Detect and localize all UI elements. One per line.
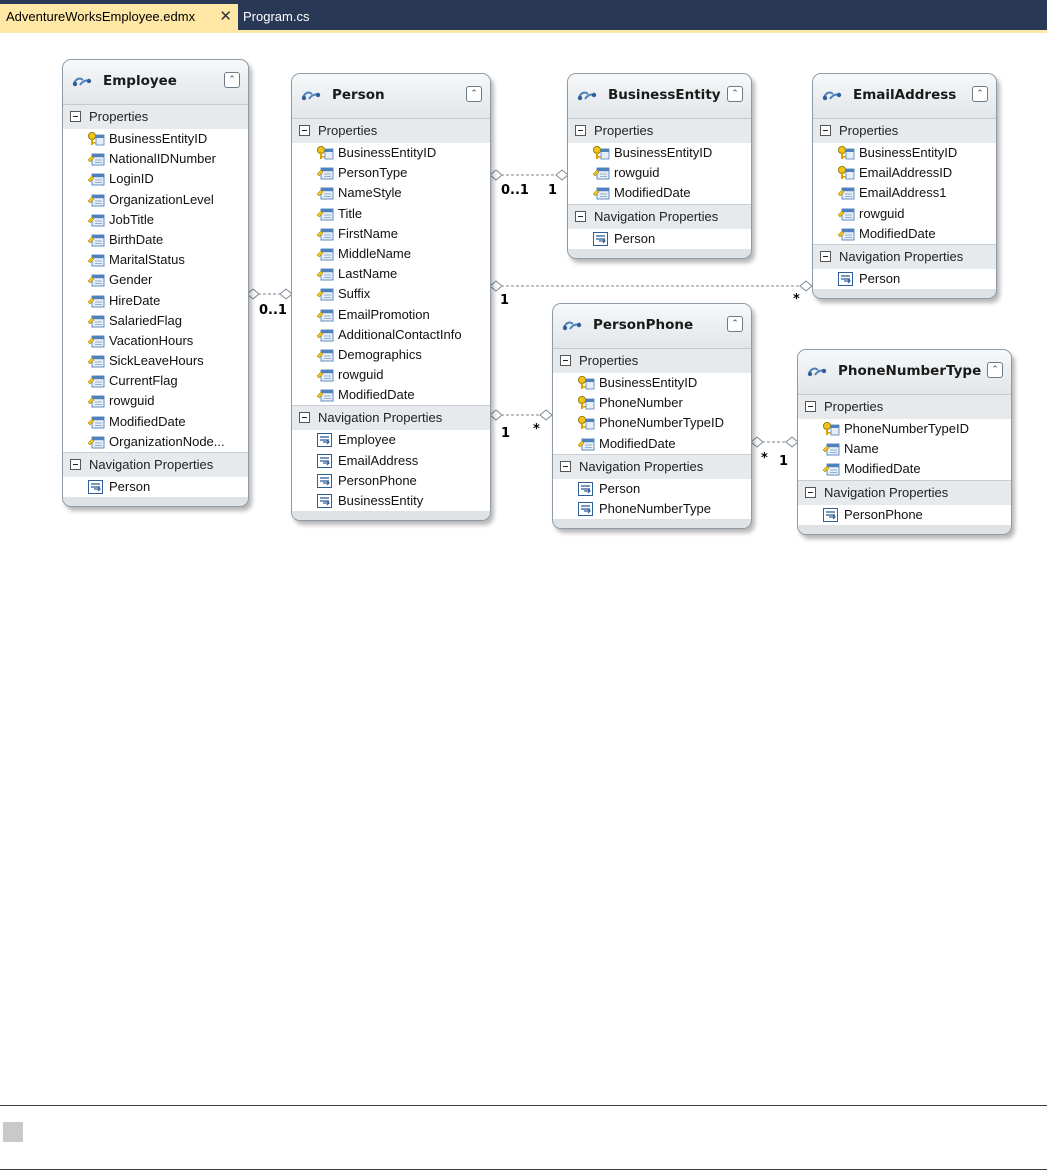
property-name: PhoneNumber — [599, 395, 683, 411]
navigation-section-header[interactable] — [292, 405, 490, 430]
property-name: ModifiedDate — [599, 435, 676, 451]
property-name: NationalIDNumber — [109, 151, 216, 167]
property-maritalstatus[interactable] — [63, 250, 248, 270]
scalar-property-icon — [822, 461, 840, 477]
scalar-property-icon — [592, 185, 610, 201]
minus-toggle-icon[interactable] — [575, 125, 586, 136]
property-salariedflag[interactable] — [63, 311, 248, 331]
property-persontype[interactable] — [292, 163, 490, 183]
property-name: SalariedFlag — [109, 312, 182, 328]
entity-footer — [568, 249, 751, 258]
scalar-property-icon — [316, 165, 334, 181]
navigation-property-icon — [822, 507, 840, 523]
property-name: SickLeaveHours — [109, 353, 204, 369]
section-label: Navigation Properties — [839, 248, 964, 264]
key-property-icon — [577, 395, 595, 411]
minus-toggle-icon[interactable] — [805, 487, 816, 498]
key-property-icon — [577, 375, 595, 391]
property-name: rowguid — [859, 205, 905, 221]
navigation-property-icon — [592, 231, 610, 247]
multiplicity-label: 1 — [501, 426, 511, 441]
section-label: Properties — [594, 123, 654, 138]
entity-name: PersonPhone — [593, 317, 694, 333]
entity-type-icon — [71, 73, 93, 89]
property-name: BirthDate — [109, 231, 164, 247]
section-label: Properties — [579, 353, 639, 368]
entity-body — [553, 348, 751, 519]
entity-body — [568, 118, 751, 249]
property-name: CurrentFlag — [109, 373, 178, 389]
property-lastname[interactable] — [292, 264, 490, 284]
property-organizationnode[interactable] — [63, 432, 248, 452]
entity-personphone[interactable] — [552, 303, 752, 529]
property-name: NameStyle — [338, 185, 402, 201]
section-label: Properties — [824, 399, 884, 414]
property-businessentityid[interactable] — [63, 129, 248, 149]
property-organizationlevel[interactable] — [63, 190, 248, 210]
entity-type-icon — [576, 87, 598, 103]
entity-footer — [292, 511, 490, 520]
entity-name: Person — [332, 87, 385, 103]
scalar-property-icon — [87, 232, 105, 248]
scalar-property-icon — [316, 206, 334, 222]
property-modifieddate[interactable] — [553, 434, 751, 454]
section-label: Navigation Properties — [89, 457, 214, 472]
association-end-diamond — [490, 281, 502, 291]
property-name: ModifiedDate — [614, 185, 691, 201]
property-modifieddate[interactable] — [798, 459, 1011, 479]
navigation-property-name: Employee — [338, 432, 396, 448]
navigation-property-name: Person — [859, 270, 901, 286]
property-modifieddate[interactable] — [813, 224, 996, 244]
minus-toggle-icon[interactable] — [70, 111, 81, 122]
property-phonenumbertypeid[interactable] — [553, 413, 751, 433]
entity-designer-canvas[interactable] — [0, 33, 1047, 1105]
entity-header[interactable] — [568, 74, 751, 118]
scalar-property-icon — [316, 367, 334, 383]
properties-section-header[interactable] — [63, 105, 248, 129]
collapse-chevron-icon[interactable]: ⌃ — [972, 86, 988, 102]
minus-toggle-icon[interactable] — [70, 459, 81, 470]
property-rowguid[interactable] — [63, 391, 248, 411]
entity-header[interactable] — [292, 74, 490, 118]
property-name: AdditionalContactInfo — [338, 326, 462, 342]
property-title[interactable] — [292, 204, 490, 224]
property-name: VacationHours — [109, 332, 194, 348]
property-emailaddressid[interactable] — [813, 163, 996, 183]
entity-footer — [798, 525, 1011, 534]
navigation-property-name: PersonPhone — [338, 472, 417, 488]
property-name: OrganizationNode... — [109, 433, 225, 449]
property-name: JobTitle — [109, 211, 155, 227]
scalar-property-icon — [577, 436, 595, 452]
multiplicity-label: 0..1 — [259, 303, 287, 318]
property-name: PhoneNumberTypeID — [844, 421, 970, 436]
properties-section-header[interactable] — [553, 349, 751, 373]
entity-body — [813, 118, 996, 289]
association-end-diamond — [751, 437, 763, 447]
navigation-property-icon — [577, 501, 595, 517]
scalar-property-icon — [316, 185, 334, 201]
navigation-property-name: Person — [109, 479, 151, 494]
scalar-property-icon — [316, 347, 334, 363]
entity-footer — [813, 289, 996, 298]
scalar-property-icon — [87, 272, 105, 288]
navigation-section-header[interactable] — [568, 204, 751, 229]
navigation-property-employee[interactable] — [292, 430, 490, 450]
navigation-property-icon — [87, 479, 105, 495]
navigation-property-businessentity[interactable] — [292, 491, 490, 511]
property-name: Suffix — [338, 286, 371, 302]
collapse-chevron-icon[interactable]: ⌃ — [466, 86, 482, 102]
properties-section-header[interactable] — [798, 395, 1011, 419]
key-property-icon — [316, 145, 334, 161]
navigation-property-icon — [316, 453, 334, 469]
property-modifieddate[interactable] — [568, 183, 751, 203]
key-property-icon — [837, 145, 855, 161]
navigation-property-name: PhoneNumberType — [599, 500, 712, 516]
collapse-chevron-icon[interactable]: ⌃ — [727, 86, 743, 102]
section-label: Properties — [318, 123, 378, 138]
scalar-property-icon — [87, 434, 105, 450]
key-property-icon — [577, 415, 595, 431]
property-name: ModifiedDate — [844, 461, 921, 477]
property-sickleavehours[interactable] — [63, 351, 248, 371]
scalar-property-icon — [837, 206, 855, 222]
entity-header[interactable] — [798, 350, 1011, 394]
property-name: ModifiedDate — [109, 413, 186, 429]
scalar-property-icon — [87, 151, 105, 167]
property-name: Title — [338, 205, 363, 221]
entity-footer — [553, 519, 751, 528]
navigation-section-header[interactable] — [813, 244, 996, 269]
minus-toggle-icon[interactable] — [820, 251, 831, 262]
property-name: Demographics — [338, 346, 422, 362]
property-businessentityid[interactable] — [568, 143, 751, 163]
entity-type-icon — [561, 317, 583, 333]
entity-name: BusinessEntity — [608, 87, 721, 103]
section-label: Navigation Properties — [318, 410, 443, 426]
property-name: MaritalStatus — [109, 252, 185, 268]
scalar-property-icon — [87, 171, 105, 187]
property-modifieddate[interactable] — [63, 412, 248, 432]
property-name: EmailAddress1 — [859, 185, 947, 201]
property-phonenumber[interactable] — [553, 393, 751, 413]
scalar-property-icon — [87, 414, 105, 430]
navigation-property-emailaddress[interactable] — [292, 451, 490, 471]
navigation-section-header[interactable] — [553, 454, 751, 479]
minus-toggle-icon[interactable] — [820, 125, 831, 136]
entity-body — [798, 394, 1011, 525]
multiplicity-label: * — [793, 292, 800, 307]
scalar-property-icon — [822, 441, 840, 457]
minus-toggle-icon[interactable] — [805, 401, 816, 412]
scalar-property-icon — [316, 387, 334, 403]
entity-type-icon — [806, 363, 828, 379]
entity-type-icon — [821, 87, 843, 103]
navigation-property-icon — [577, 481, 595, 497]
close-icon[interactable]: ✕ — [219, 8, 232, 25]
entity-header[interactable] — [553, 304, 751, 348]
scalar-property-icon — [87, 313, 105, 329]
properties-section-header[interactable] — [568, 119, 751, 143]
property-emailpromotion[interactable] — [292, 305, 490, 325]
property-name: EmailPromotion — [338, 306, 430, 322]
property-name: Name — [844, 441, 879, 457]
property-vacationhours[interactable] — [63, 331, 248, 351]
entity-body — [63, 104, 248, 497]
status-indicator — [3, 1122, 23, 1142]
property-name: Gender — [109, 272, 153, 288]
section-label: Properties — [89, 109, 149, 124]
properties-section-header[interactable] — [813, 119, 996, 143]
multiplicity-label: 1 — [779, 454, 789, 469]
scalar-property-icon — [316, 246, 334, 262]
property-nationalidnumber[interactable] — [63, 149, 248, 169]
scalar-property-icon — [316, 286, 334, 302]
property-name: BusinessEntityID — [338, 145, 437, 160]
scalar-property-icon — [87, 353, 105, 369]
scalar-property-icon — [87, 192, 105, 208]
scalar-property-icon — [316, 266, 334, 282]
property-name: HireDate — [109, 292, 161, 308]
collapse-chevron-icon[interactable]: ⌃ — [224, 72, 240, 88]
property-additionalcontactinfo[interactable] — [292, 325, 490, 345]
entity-name: PhoneNumberType — [838, 363, 982, 379]
property-middlename[interactable] — [292, 244, 490, 264]
properties-section-header[interactable] — [292, 119, 490, 143]
navigation-property-person[interactable] — [63, 477, 248, 497]
association-end-diamond — [490, 410, 502, 420]
navigation-property-icon — [837, 271, 855, 287]
navigation-property-person[interactable] — [568, 229, 751, 249]
property-suffix[interactable] — [292, 284, 490, 304]
section-label: Navigation Properties — [594, 208, 719, 224]
entity-businessentity[interactable] — [567, 73, 752, 259]
property-name: EmailAddressID — [859, 165, 953, 181]
property-name: FirstName — [338, 225, 398, 241]
association-end-diamond — [540, 410, 552, 420]
navigation-property-name: PersonPhone — [844, 506, 923, 522]
association-end-diamond — [490, 170, 502, 180]
property-name: BusinessEntityID — [599, 375, 698, 390]
multiplicity-label: * — [533, 422, 540, 437]
property-name: rowguid — [109, 393, 155, 409]
tab-program-cs[interactable] — [240, 4, 315, 30]
scalar-property-icon — [592, 165, 610, 181]
scalar-property-icon — [316, 327, 334, 343]
entity-emailaddress[interactable] — [812, 73, 997, 299]
navigation-property-name: Person — [614, 230, 656, 246]
navigation-section-header[interactable] — [798, 480, 1011, 505]
property-businessentityid[interactable] — [553, 373, 751, 393]
property-hiredate[interactable] — [63, 291, 248, 311]
status-divider-top — [0, 1105, 1047, 1106]
property-name: MiddleName — [338, 245, 411, 261]
entity-header[interactable] — [813, 74, 996, 118]
multiplicity-label: 1 — [548, 183, 558, 198]
entity-body — [292, 118, 490, 511]
minus-toggle-icon[interactable] — [299, 125, 310, 136]
entity-name: EmailAddress — [853, 87, 957, 103]
property-name: rowguid — [338, 367, 384, 383]
section-label: Navigation Properties — [579, 458, 704, 474]
property-name: OrganizationLevel — [109, 191, 214, 207]
scalar-property-icon — [87, 373, 105, 389]
property-businessentityid[interactable] — [292, 143, 490, 163]
property-loginid[interactable] — [63, 169, 248, 189]
property-emailaddress1[interactable] — [813, 183, 996, 203]
property-demographics[interactable] — [292, 345, 490, 365]
property-name: PersonType — [338, 165, 408, 181]
scalar-property-icon — [837, 226, 855, 242]
document-tab-strip — [0, 0, 1047, 33]
section-label: Navigation Properties — [824, 484, 949, 500]
scalar-property-icon — [87, 333, 105, 349]
property-jobtitle[interactable] — [63, 210, 248, 230]
entity-person[interactable] — [291, 73, 491, 521]
property-businessentityid[interactable] — [813, 143, 996, 163]
scalar-property-icon — [316, 226, 334, 242]
key-property-icon — [837, 165, 855, 181]
multiplicity-label: * — [761, 451, 768, 466]
key-property-icon — [822, 421, 840, 437]
navigation-property-phonenumbertype[interactable] — [553, 499, 751, 519]
multiplicity-label: 1 — [500, 293, 510, 308]
navigation-section-header[interactable] — [63, 452, 248, 477]
multiplicity-label: 0..1 — [501, 183, 529, 198]
minus-toggle-icon[interactable] — [560, 461, 571, 472]
entity-employee[interactable] — [62, 59, 249, 507]
property-rowguid[interactable] — [568, 163, 751, 183]
navigation-property-personphone[interactable] — [798, 505, 1011, 525]
property-rowguid[interactable] — [292, 365, 490, 385]
minus-toggle-icon[interactable] — [560, 355, 571, 366]
property-currentflag[interactable] — [63, 371, 248, 391]
navigation-property-name: BusinessEntity — [338, 493, 424, 508]
property-firstname[interactable] — [292, 224, 490, 244]
section-label: Properties — [839, 123, 899, 138]
minus-toggle-icon[interactable] — [299, 412, 310, 423]
navigation-property-name: Person — [599, 480, 641, 496]
property-modifieddate[interactable] — [292, 385, 490, 405]
scalar-property-icon — [87, 212, 105, 228]
entity-name: Employee — [103, 73, 177, 89]
navigation-property-icon — [316, 473, 334, 489]
property-name: ModifiedDate — [338, 387, 415, 403]
navigation-property-person[interactable] — [553, 479, 751, 499]
property-birthdate[interactable] — [63, 230, 248, 250]
property-phonenumbertypeid[interactable] — [798, 419, 1011, 439]
scalar-property-icon — [316, 307, 334, 323]
key-property-icon — [592, 145, 610, 161]
scalar-property-icon — [837, 185, 855, 201]
property-name: BusinessEntityID — [859, 145, 958, 160]
tab-label: Program.cs — [243, 9, 310, 24]
property-namestyle[interactable] — [292, 183, 490, 203]
property-gender[interactable] — [63, 270, 248, 290]
property-name: BusinessEntityID — [109, 131, 208, 146]
navigation-property-icon — [316, 493, 334, 509]
minus-toggle-icon[interactable] — [575, 211, 586, 222]
scalar-property-icon — [87, 393, 105, 409]
property-name: BusinessEntityID — [614, 145, 713, 160]
scalar-property-icon — [87, 252, 105, 268]
navigation-property-name: EmailAddress — [338, 452, 419, 468]
association-end-diamond — [800, 281, 812, 291]
collapse-chevron-icon[interactable]: ⌃ — [727, 316, 743, 332]
entity-footer — [63, 497, 248, 506]
property-name[interactable] — [798, 439, 1011, 459]
property-name: PhoneNumberTypeID — [599, 415, 725, 431]
tab-label: AdventureWorksEmployee.edmx — [6, 9, 196, 24]
entity-phonenumbertype[interactable] — [797, 349, 1012, 535]
key-property-icon — [87, 131, 105, 147]
collapse-chevron-icon[interactable]: ⌃ — [987, 362, 1003, 378]
navigation-property-personphone[interactable] — [292, 471, 490, 491]
tab-adventureworks-edmx[interactable] — [0, 4, 238, 30]
entity-type-icon — [300, 87, 322, 103]
property-rowguid[interactable] — [813, 204, 996, 224]
property-name: ModifiedDate — [859, 225, 936, 241]
property-name: LoginID — [109, 171, 154, 187]
scalar-property-icon — [87, 293, 105, 309]
navigation-property-icon — [316, 432, 334, 448]
entity-header[interactable] — [63, 60, 248, 104]
property-name: rowguid — [614, 165, 660, 181]
navigation-property-person[interactable] — [813, 269, 996, 289]
property-name: LastName — [338, 266, 398, 282]
